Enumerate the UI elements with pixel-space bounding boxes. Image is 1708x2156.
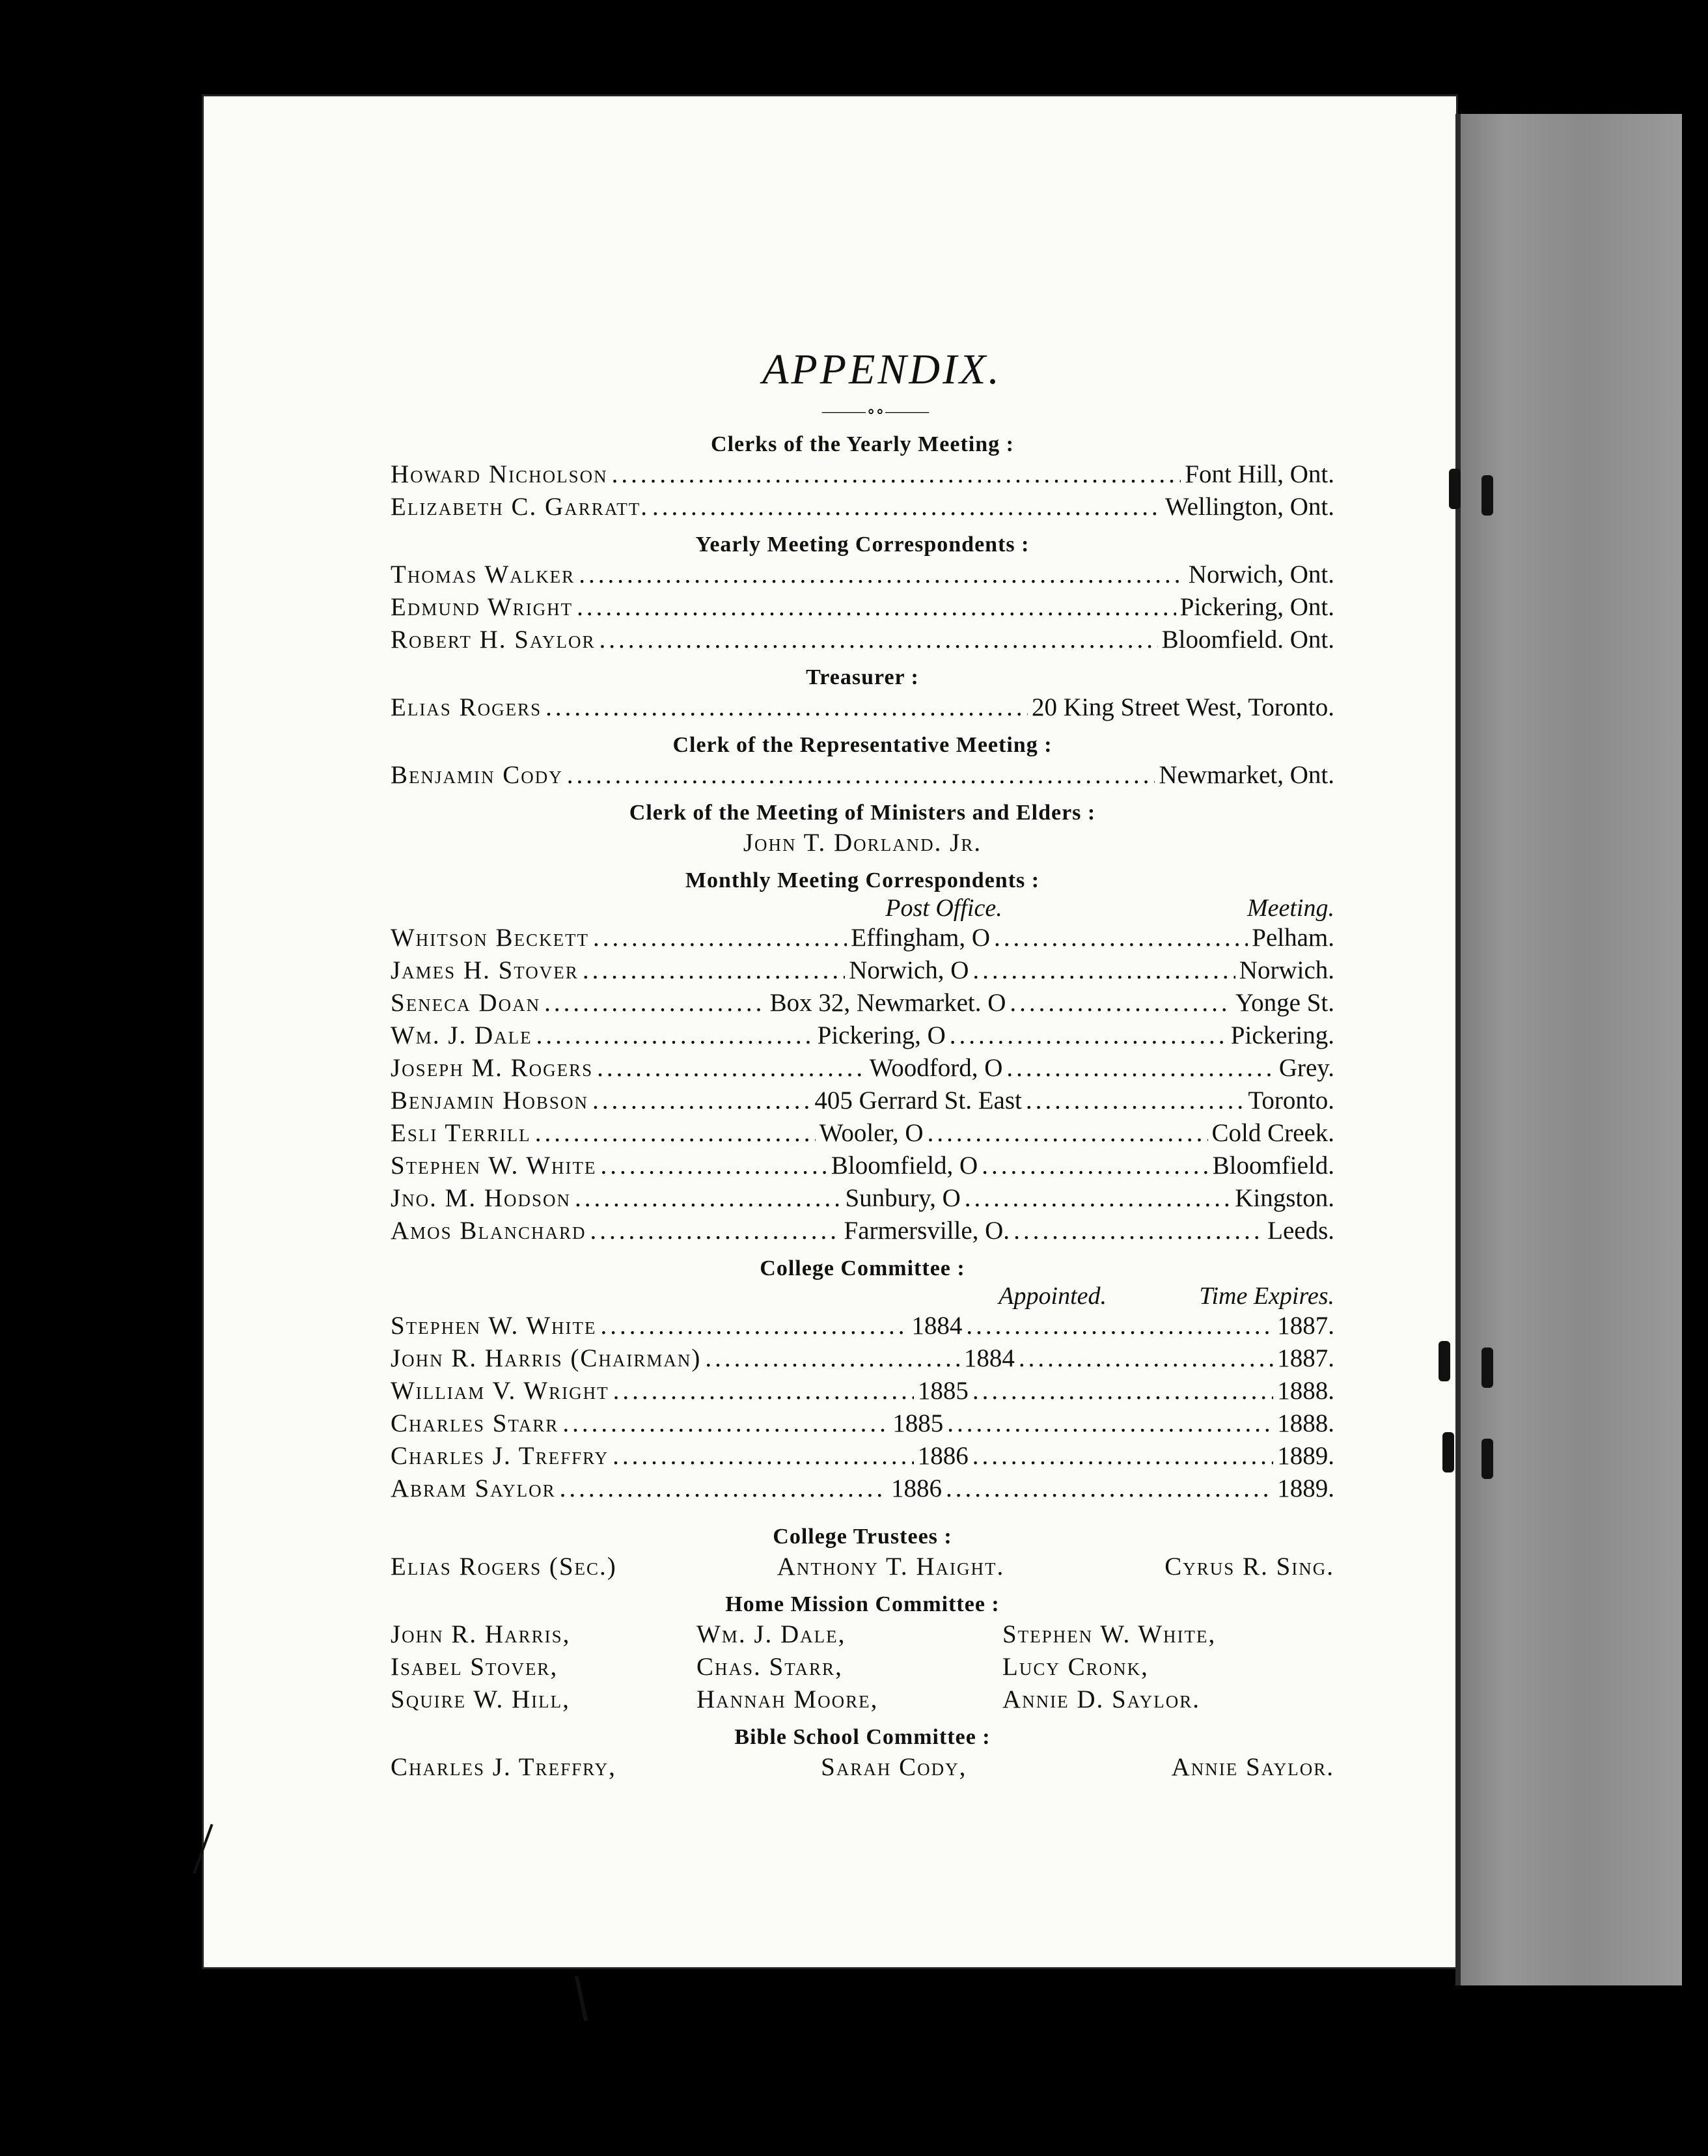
college-table xyxy=(391,1310,1334,1505)
table-row xyxy=(391,1310,1334,1342)
table-row xyxy=(391,987,1334,1019)
appointed-year: 1886 xyxy=(917,1442,969,1470)
binding-hole xyxy=(1442,1432,1454,1472)
list-item: Anthony T. Haight. xyxy=(777,1553,1005,1581)
expiry-year: 1888. xyxy=(1277,1409,1334,1437)
table-row xyxy=(391,1085,1334,1117)
binding-hole xyxy=(1449,469,1461,509)
meeting-name: Norwich. xyxy=(1239,956,1335,984)
appendix-content xyxy=(391,345,1334,1784)
section-heading: Clerk of the Meeting of Ministers and Elders : xyxy=(629,801,1096,825)
list-item: Hannah Moore, xyxy=(696,1685,879,1713)
table-row xyxy=(391,1150,1334,1182)
monthly-table xyxy=(391,922,1334,1247)
meeting-name: Leeds. xyxy=(1267,1217,1335,1245)
table-row xyxy=(391,954,1334,987)
post-office: Effingham, O xyxy=(851,924,991,952)
list-item: Lucy Cronk, xyxy=(1002,1653,1149,1681)
table-row xyxy=(391,1052,1334,1085)
appointed-year: 1884 xyxy=(963,1344,1015,1372)
table-row xyxy=(391,1182,1334,1215)
list-item: Isabel Stover, xyxy=(391,1653,558,1681)
post-office: Wooler, O xyxy=(819,1119,924,1147)
expiry-year: 1889. xyxy=(1277,1442,1334,1470)
section-heading: Clerk of the Representative Meeting : xyxy=(672,733,1053,757)
section-heading: Treasurer : xyxy=(806,665,919,689)
post-office: 405 Gerrard St. East xyxy=(814,1086,1022,1114)
post-office: Pickering, O xyxy=(817,1021,946,1049)
post-office: Woodford, O xyxy=(869,1054,1003,1082)
appointed-year: 1886 xyxy=(890,1474,942,1502)
mission-list xyxy=(391,1618,1334,1716)
section-heading: College Committee : xyxy=(760,1256,965,1280)
binding-hole xyxy=(1481,475,1493,516)
member-name: Wm. J. Dale xyxy=(391,1021,532,1049)
list-item: Annie Saylor. xyxy=(1171,1753,1334,1781)
table-row xyxy=(391,922,1334,954)
binding-hole xyxy=(1481,1348,1493,1388)
table-row xyxy=(391,1440,1334,1472)
list-item: Charles J. Treffry, xyxy=(391,1753,616,1781)
list-item: Howard Nicholson ..... Font Hill, Ont. xyxy=(391,458,1334,491)
meeting-name: Yonge St. xyxy=(1235,989,1334,1017)
binding-hole xyxy=(1439,1341,1450,1381)
list-item: Sarah Cody, xyxy=(821,1753,967,1781)
expiry-year: 1887. xyxy=(1277,1344,1334,1372)
post-office: Box 32, Newmarket. O xyxy=(769,989,1006,1017)
member-name: Charles J. Treffry xyxy=(391,1442,609,1470)
column-headers: Appointed. Time Expires. xyxy=(999,1282,1334,1310)
appointed-year: 1885 xyxy=(917,1377,969,1405)
section-heading: Home Mission Committee : xyxy=(725,1592,1000,1616)
table-row xyxy=(391,1375,1334,1407)
scan-mark xyxy=(575,1976,588,2021)
post-office: Bloomfield, O xyxy=(831,1152,978,1180)
expiry-year: 1888. xyxy=(1277,1377,1334,1405)
meeting-name: Pelham. xyxy=(1252,924,1334,952)
member-name: Joseph M. Rogers xyxy=(391,1054,594,1082)
member-name: Stephen W. White xyxy=(391,1152,597,1180)
member-name: Charles Starr xyxy=(391,1409,559,1437)
list-item: Elizabeth C. Garratt. ..... Wellington, Ont. xyxy=(391,491,1334,523)
list-item: Stephen W. White, xyxy=(1002,1620,1217,1648)
table-row xyxy=(391,1019,1334,1052)
expiry-year: 1889. xyxy=(1277,1474,1334,1502)
table-row xyxy=(391,1342,1334,1375)
member-name: Amos Blanchard xyxy=(391,1217,586,1245)
column-headers: Post Office. Meeting. xyxy=(885,894,1334,922)
section-heading: College Trustees : xyxy=(773,1525,952,1549)
page-title: APPENDIX. xyxy=(762,346,1002,393)
list-item: John T. Dorland. Jr. xyxy=(743,829,982,857)
list-item: Squire W. Hill, xyxy=(391,1685,570,1713)
title-ornament: ⸻∘∘⸻ xyxy=(821,402,930,422)
appointed-year: 1884 xyxy=(911,1312,963,1340)
table-row xyxy=(391,1407,1334,1440)
member-name: William V. Wright xyxy=(391,1377,609,1405)
binding-hole xyxy=(1481,1439,1493,1479)
member-name: Seneca Doan xyxy=(391,989,541,1017)
post-office: Norwich, O xyxy=(849,956,969,984)
section-heading: Bible School Committee : xyxy=(734,1725,991,1749)
member-name: James H. Stover xyxy=(391,956,579,984)
member-name: Jno. M. Hodson xyxy=(391,1184,572,1212)
table-row xyxy=(391,1117,1334,1150)
book-spine xyxy=(1461,114,1682,1985)
meeting-name: Kingston. xyxy=(1235,1184,1335,1212)
member-name: Whitson Beckett xyxy=(391,924,590,952)
member-name: John R. Harris (Chairman) xyxy=(391,1344,702,1372)
appointed-year: 1885 xyxy=(892,1409,944,1437)
list-item: Annie D. Saylor. xyxy=(1002,1685,1201,1713)
bible-school-list xyxy=(391,1751,1334,1784)
member-name: Esli Terrill xyxy=(391,1119,531,1147)
list-item: John R. Harris, xyxy=(391,1620,571,1648)
meeting-name: Grey. xyxy=(1278,1054,1335,1082)
table-row xyxy=(391,1472,1334,1505)
trustee-list xyxy=(391,1551,1334,1583)
list-item: Chas. Starr, xyxy=(696,1653,843,1681)
section-heading: Clerks of the Yearly Meeting : xyxy=(711,432,1014,456)
list-item: Elias Rogers ..... 20 King Street West, Toronto. xyxy=(391,691,1334,724)
member-name: Benjamin Hobson xyxy=(391,1086,588,1114)
list-item: Wm. J. Dale, xyxy=(696,1620,846,1648)
section-heading: Yearly Meeting Correspondents : xyxy=(695,532,1030,557)
list-item: Elias Rogers (Sec.) xyxy=(391,1553,617,1581)
meeting-name: Cold Creek. xyxy=(1211,1119,1334,1147)
list-item: Cyrus R. Sing. xyxy=(1164,1553,1334,1581)
meeting-name: Toronto. xyxy=(1248,1086,1334,1114)
member-name: Abram Saylor xyxy=(391,1474,556,1502)
meeting-name: Bloomfield. xyxy=(1212,1152,1334,1180)
list-item: Robert H. Saylor ..... Bloomfield. Ont. xyxy=(391,624,1334,656)
meeting-name: Pickering. xyxy=(1230,1021,1335,1049)
list-item: Thomas Walker ..... Norwich, Ont. xyxy=(391,559,1334,591)
section-heading: Monthly Meeting Correspondents : xyxy=(685,868,1040,892)
post-office: Farmersville, O. xyxy=(844,1217,1010,1245)
list-item: Edmund Wright ..... Pickering, Ont. xyxy=(391,591,1334,624)
member-name: Stephen W. White xyxy=(391,1312,597,1340)
table-row xyxy=(391,1215,1334,1247)
list-item: Benjamin Cody ..... Newmarket, Ont. xyxy=(391,759,1334,792)
post-office: Sunbury, O xyxy=(845,1184,961,1212)
expiry-year: 1887. xyxy=(1277,1312,1335,1340)
